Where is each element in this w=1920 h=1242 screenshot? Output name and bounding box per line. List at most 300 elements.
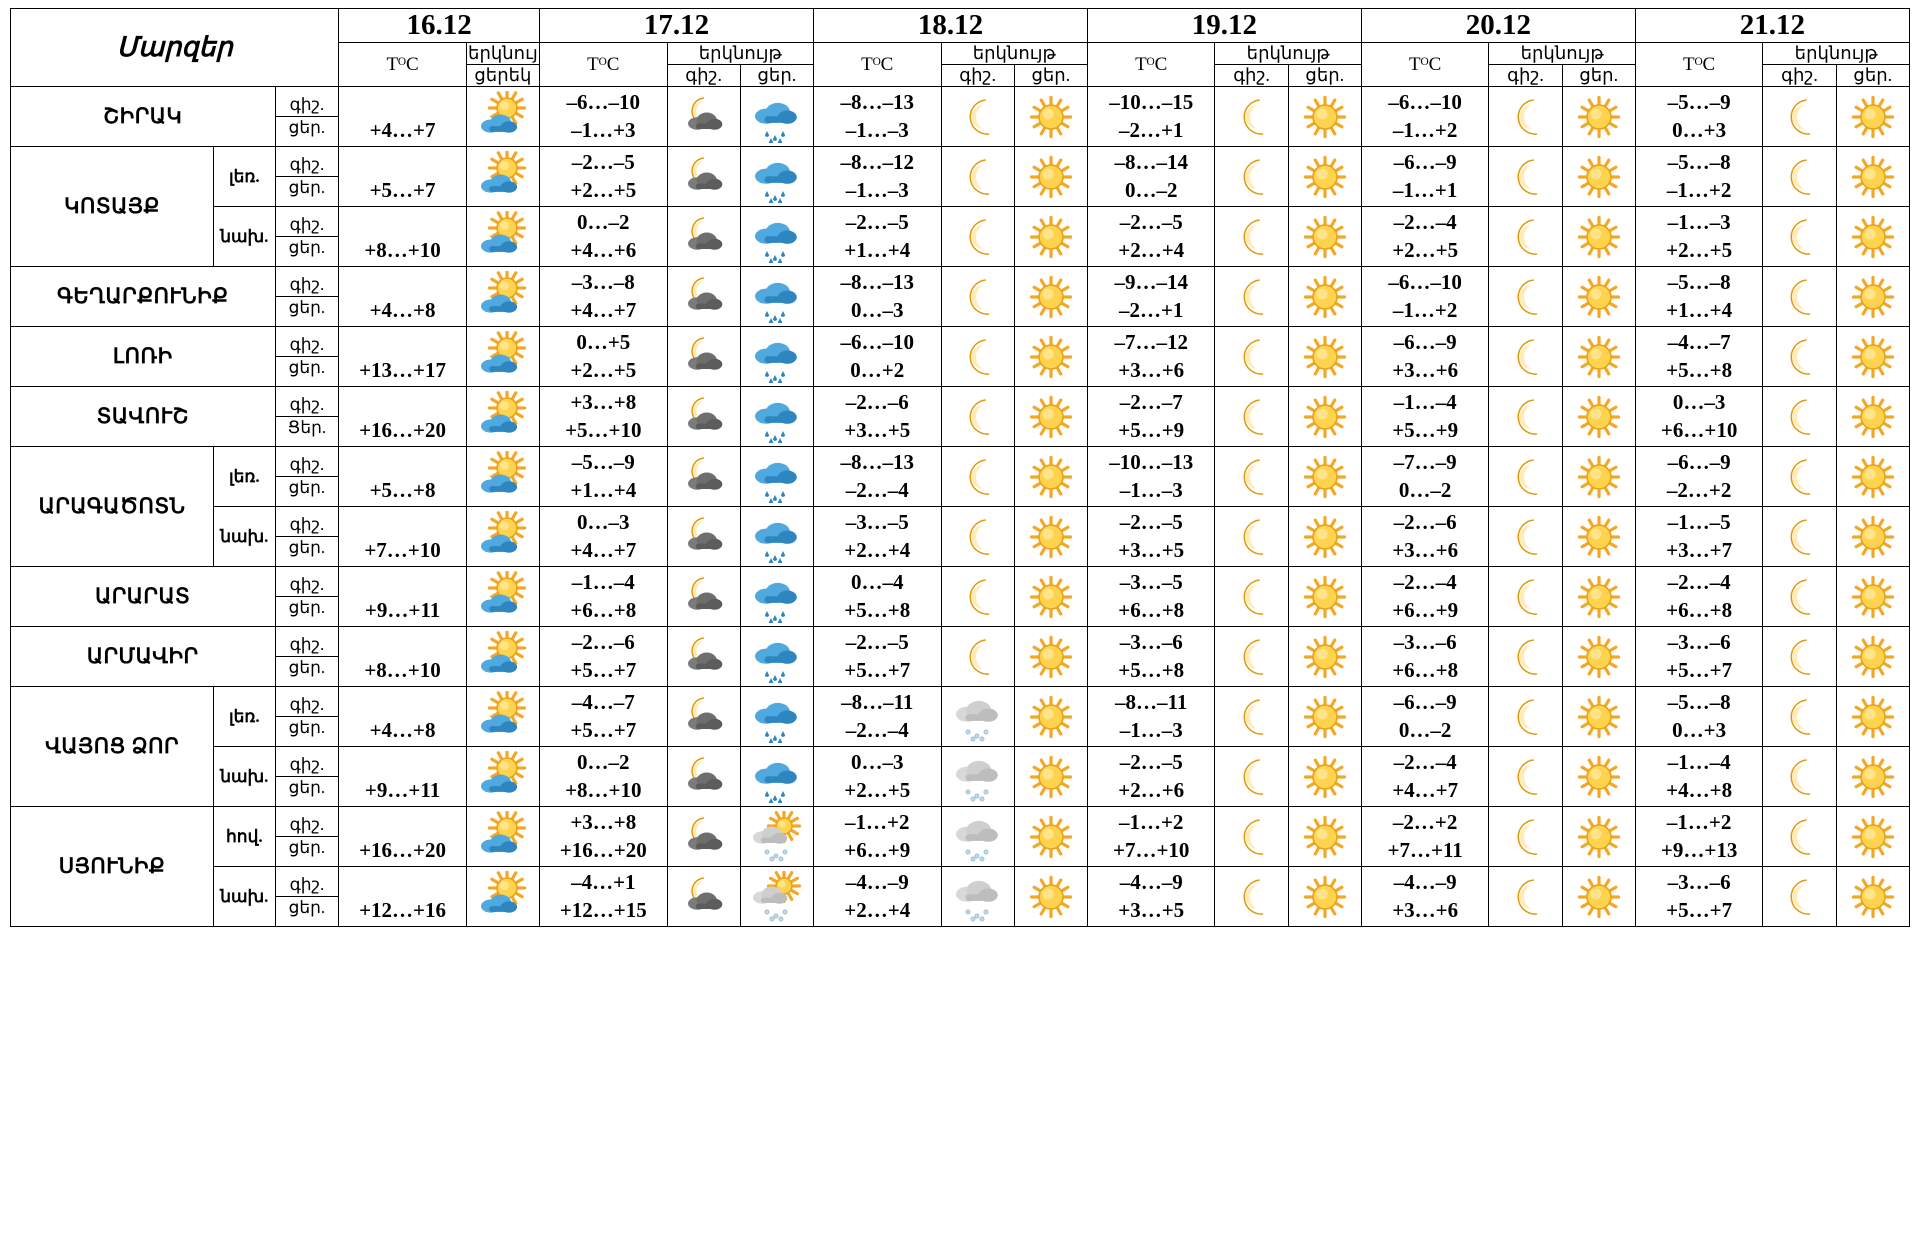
- day-temp: +4…+8: [369, 717, 436, 742]
- day-temp: +3…+5: [1118, 897, 1185, 922]
- day-temp: +7…+10: [364, 537, 441, 562]
- temperature-cell: [540, 507, 668, 567]
- region-subzone-cell: նախ.: [214, 507, 275, 567]
- night-day-label-cell: [275, 87, 339, 147]
- day-temp: –2…–4: [845, 717, 909, 742]
- moon-icon: [1489, 507, 1562, 567]
- header-temp-1: TᴼC: [540, 43, 668, 87]
- sun-icon: [1562, 507, 1635, 567]
- header-night-4: գիշ.: [1489, 65, 1562, 87]
- sun-icon: [1562, 447, 1635, 507]
- sun-icon: [1562, 627, 1635, 687]
- day-label: ցեր.: [288, 118, 326, 137]
- day-temp: 0…–3: [851, 297, 904, 322]
- night-temp: [339, 389, 466, 417]
- day-temp: +12…+15: [559, 897, 647, 922]
- sun-icon: [1562, 267, 1635, 327]
- moon-icon: [1215, 447, 1288, 507]
- sun-icon: [1836, 447, 1909, 507]
- moon-cloud-icon: [667, 207, 740, 267]
- temperature-cell: [540, 147, 668, 207]
- sun-cloud-icon: [466, 627, 539, 687]
- moon-icon: [1215, 807, 1288, 867]
- moon-cloud-icon: [667, 807, 740, 867]
- night-temp: –6…–9: [1393, 689, 1457, 714]
- day-temp: 0…–2: [1398, 477, 1452, 502]
- temperature-cell: [1361, 327, 1489, 387]
- header-sky-5: երկնույթ: [1763, 43, 1910, 65]
- night-temp: –8…–13: [840, 269, 914, 294]
- night-temp: 0…–4: [851, 569, 904, 594]
- region-name-cell: ՍՅՈՒՆԻՔ: [11, 807, 214, 927]
- night-temp: –6…–9: [1393, 149, 1457, 174]
- night-day-label-cell: [275, 267, 339, 327]
- sun-icon: [1836, 747, 1909, 807]
- night-label: գիշ.: [276, 94, 339, 117]
- header-night-1: գիշ.: [667, 65, 740, 87]
- temperature-cell: [813, 507, 941, 567]
- night-temp: –4…–9: [845, 869, 909, 894]
- moon-icon: [941, 207, 1014, 267]
- temperature-cell: [540, 807, 668, 867]
- moon-icon: [1215, 207, 1288, 267]
- day-temp: +16…+20: [359, 417, 447, 442]
- night-temp: –4…+1: [571, 869, 636, 894]
- sun-icon: [1562, 747, 1635, 807]
- day-temp: +4…+6: [570, 237, 637, 262]
- table-row: [11, 147, 1910, 207]
- night-temp: –2…–6: [571, 629, 635, 654]
- night-temp: –8…–11: [841, 689, 914, 714]
- day-temp: 0…+3: [1672, 717, 1727, 742]
- region-subzone-cell: նախ.: [214, 867, 275, 927]
- day-label: ցեր.: [288, 358, 326, 377]
- moon-icon: [1215, 387, 1288, 447]
- night-temp: –5…–9: [571, 449, 635, 474]
- moon-cloud-icon: [667, 687, 740, 747]
- moon-icon: [1763, 87, 1836, 147]
- temperature-cell: [813, 747, 941, 807]
- temperature-cell: [1361, 87, 1489, 147]
- night-label: գիշ.: [276, 334, 339, 357]
- temperature-cell: [813, 867, 941, 927]
- temperature-cell: [1635, 687, 1763, 747]
- temperature-cell: [1361, 807, 1489, 867]
- table-row: [11, 87, 1910, 147]
- day-temp: +5…+8: [369, 477, 436, 502]
- moon-icon: [1763, 687, 1836, 747]
- day-temp: –2…+2: [1666, 477, 1732, 502]
- rain-cloud-icon: [740, 207, 813, 267]
- sun-icon: [1288, 87, 1361, 147]
- moon-icon: [1215, 507, 1288, 567]
- day-temp: +2…+4: [1118, 237, 1185, 262]
- header-date-4: 20.12: [1361, 9, 1635, 43]
- temperature-cell: [339, 147, 467, 207]
- temperature-cell: [1361, 507, 1489, 567]
- temperature-cell: [1635, 147, 1763, 207]
- temperature-cell: [1635, 567, 1763, 627]
- night-temp: [339, 869, 466, 897]
- day-label: ցեր.: [288, 238, 326, 257]
- night-temp: –3…–8: [571, 269, 635, 294]
- moon-icon: [1215, 867, 1288, 927]
- sun-icon: [1014, 687, 1087, 747]
- night-label: գիշ.: [276, 634, 339, 657]
- temperature-cell: [1635, 747, 1763, 807]
- temperature-cell: [339, 687, 467, 747]
- moon-icon: [1215, 147, 1288, 207]
- night-temp: –2…–5: [1119, 509, 1183, 534]
- day-temp: +5…+8: [1118, 657, 1185, 682]
- temperature-cell: [540, 747, 668, 807]
- night-label: գիշ.: [276, 214, 339, 237]
- region-subzone-cell: լեռ.: [214, 147, 275, 207]
- day-temp: +7…+11: [1387, 837, 1463, 862]
- table-row: [11, 447, 1910, 507]
- sun-icon: [1014, 387, 1087, 447]
- sun-icon: [1014, 867, 1087, 927]
- table-row: [11, 567, 1910, 627]
- day-temp: +3…+6: [1392, 537, 1459, 562]
- day-temp: +5…+7: [570, 717, 637, 742]
- night-label: գիշ.: [276, 454, 339, 477]
- header-sky-3: երկնույթ: [1215, 43, 1361, 65]
- night-temp: –2…–7: [1119, 389, 1183, 414]
- sun-icon: [1836, 627, 1909, 687]
- moon-icon: [1489, 447, 1562, 507]
- temperature-cell: [1087, 807, 1215, 867]
- temperature-cell: [813, 87, 941, 147]
- night-temp: –2…–4: [1393, 209, 1457, 234]
- moon-icon: [1763, 747, 1836, 807]
- snow-cloud-icon: [941, 807, 1014, 867]
- sun-icon: [1014, 627, 1087, 687]
- night-temp: –3…–6: [1667, 869, 1731, 894]
- night-day-label-cell: [275, 807, 339, 867]
- header-night-3: գիշ.: [1215, 65, 1288, 87]
- moon-cloud-icon: [667, 327, 740, 387]
- day-temp: +3…+5: [1118, 537, 1185, 562]
- day-label: ցեր.: [288, 658, 326, 677]
- sun-cloud-icon: [466, 747, 539, 807]
- night-label: գիշ.: [276, 574, 339, 597]
- day-temp: +4…+8: [369, 297, 436, 322]
- day-temp: +2…+5: [844, 777, 911, 802]
- rain-cloud-icon: [740, 747, 813, 807]
- sun-icon: [1836, 807, 1909, 867]
- day-label: Ցեր.: [287, 418, 327, 437]
- night-temp: –6…–9: [1667, 449, 1731, 474]
- moon-icon: [1763, 867, 1836, 927]
- moon-icon: [1489, 627, 1562, 687]
- temperature-cell: [540, 687, 668, 747]
- night-temp: –5…–9: [1667, 89, 1731, 114]
- night-label: գիշ.: [276, 814, 339, 837]
- moon-cloud-icon: [667, 267, 740, 327]
- sun-icon: [1014, 267, 1087, 327]
- sun-icon: [1014, 567, 1087, 627]
- day-temp: +3…+6: [1118, 357, 1185, 382]
- night-temp: –1…–4: [571, 569, 635, 594]
- moon-cloud-icon: [667, 447, 740, 507]
- moon-icon: [1763, 387, 1836, 447]
- temperature-cell: [1635, 627, 1763, 687]
- night-temp: –3…–5: [845, 509, 909, 534]
- temperature-cell: [540, 207, 668, 267]
- day-temp: –1…–3: [1119, 717, 1183, 742]
- night-temp: –7…–9: [1393, 449, 1457, 474]
- header-temp-0: TᴼC: [339, 43, 467, 87]
- header-day-1: ցեր.: [740, 65, 813, 87]
- region-subzone-cell: լեռ.: [214, 687, 275, 747]
- night-temp: –4…–9: [1119, 869, 1183, 894]
- day-temp: –1…+1: [1392, 177, 1458, 202]
- night-temp: –2…–4: [1393, 569, 1457, 594]
- day-temp: +2…+4: [844, 897, 911, 922]
- temperature-cell: [813, 387, 941, 447]
- night-temp: [339, 269, 466, 297]
- moon-icon: [1763, 627, 1836, 687]
- temperature-cell: [1361, 387, 1489, 447]
- night-temp: –2…–6: [1393, 509, 1457, 534]
- sun-cloud-icon: [466, 147, 539, 207]
- temperature-cell: [1635, 87, 1763, 147]
- moon-cloud-icon: [667, 387, 740, 447]
- moon-icon: [941, 447, 1014, 507]
- night-temp: +3…+8: [570, 389, 637, 414]
- sun-cloud-icon: [466, 267, 539, 327]
- day-temp: +4…+7: [570, 297, 637, 322]
- temperature-cell: [339, 747, 467, 807]
- night-temp: [339, 509, 466, 537]
- moon-icon: [941, 147, 1014, 207]
- day-temp: –1…+3: [571, 117, 636, 142]
- night-temp: [339, 629, 466, 657]
- day-temp: +2…+6: [1118, 777, 1185, 802]
- header-temp-5: TᴼC: [1635, 43, 1763, 87]
- moon-cloud-icon: [667, 87, 740, 147]
- sun-icon: [1014, 147, 1087, 207]
- moon-icon: [1489, 567, 1562, 627]
- night-temp: –2…+2: [1392, 809, 1458, 834]
- temperature-cell: [540, 387, 668, 447]
- moon-cloud-icon: [667, 867, 740, 927]
- moon-icon: [941, 87, 1014, 147]
- day-temp: +4…+8: [1666, 777, 1733, 802]
- temperature-cell: [1635, 207, 1763, 267]
- night-temp: [339, 449, 466, 477]
- night-temp: –2…–4: [1393, 749, 1457, 774]
- table-row: [11, 207, 1910, 267]
- temperature-cell: [1361, 147, 1489, 207]
- temperature-cell: [339, 627, 467, 687]
- moon-icon: [1215, 747, 1288, 807]
- sun-icon: [1562, 87, 1635, 147]
- night-temp: –1…+2: [1118, 809, 1184, 834]
- moon-cloud-icon: [667, 147, 740, 207]
- table-row: [11, 627, 1910, 687]
- rain-cloud-icon: [740, 567, 813, 627]
- day-temp: +2…+4: [844, 537, 911, 562]
- header-day-5: ցեր.: [1836, 65, 1909, 87]
- header-sky-2: երկնույթ: [941, 43, 1087, 65]
- night-temp: [339, 749, 466, 777]
- sun-icon: [1014, 507, 1087, 567]
- table-body: [11, 87, 1910, 927]
- day-temp: +9…+13: [1660, 837, 1738, 862]
- rain-cloud-icon: [740, 687, 813, 747]
- day-temp: +5…+7: [570, 657, 637, 682]
- night-temp: [339, 149, 466, 177]
- sun-icon: [1288, 867, 1361, 927]
- day-temp: +4…+7: [570, 537, 637, 562]
- moon-icon: [1489, 327, 1562, 387]
- table-row: [11, 507, 1910, 567]
- day-temp: +8…+10: [565, 777, 642, 802]
- table-row: [11, 267, 1910, 327]
- sun-icon: [1288, 387, 1361, 447]
- night-temp: 0…+5: [576, 329, 631, 354]
- region-name-cell: ՎԱՅՈՑ ՁՈՐ: [11, 687, 214, 807]
- day-temp: +4…+7: [1392, 777, 1459, 802]
- night-temp: –8…–13: [840, 89, 914, 114]
- day-temp: +3…+6: [1392, 897, 1459, 922]
- night-temp: 0…–2: [577, 209, 630, 234]
- header-sky-0: երկնույ: [468, 43, 538, 63]
- table-row: [11, 747, 1910, 807]
- day-temp: +2…+5: [570, 177, 637, 202]
- day-temp: +3…+7: [1666, 537, 1733, 562]
- temperature-cell: [1087, 567, 1215, 627]
- temperature-cell: [813, 207, 941, 267]
- night-temp: –2…–6: [845, 389, 909, 414]
- sun-cloud-icon: [466, 567, 539, 627]
- day-temp: 0…+3: [1672, 117, 1727, 142]
- moon-icon: [1763, 447, 1836, 507]
- night-label: գիշ.: [276, 874, 339, 897]
- sun-icon: [1014, 87, 1087, 147]
- moon-icon: [1489, 87, 1562, 147]
- night-day-label-cell: [275, 567, 339, 627]
- day-label: ցեր.: [288, 718, 326, 737]
- day-temp: –1…+2: [1666, 177, 1732, 202]
- temperature-cell: [1087, 627, 1215, 687]
- moon-icon: [1215, 87, 1288, 147]
- day-temp: +6…+9: [844, 837, 911, 862]
- temperature-cell: [1635, 867, 1763, 927]
- sun-icon: [1288, 627, 1361, 687]
- header-date-0: 16.12: [339, 9, 540, 43]
- night-temp: –6…–10: [566, 89, 641, 114]
- night-temp: –6…–10: [1388, 269, 1462, 294]
- night-temp: 0…–3: [577, 509, 630, 534]
- day-temp: –1…+2: [1392, 297, 1458, 322]
- night-temp: –3…–5: [1119, 569, 1183, 594]
- moon-icon: [1489, 147, 1562, 207]
- temperature-cell: [1087, 327, 1215, 387]
- night-temp: –1…–3: [1667, 209, 1731, 234]
- rain-cloud-icon: [740, 507, 813, 567]
- day-temp: +2…+5: [1666, 237, 1733, 262]
- night-temp: [339, 329, 466, 357]
- moon-icon: [941, 387, 1014, 447]
- night-temp: 0…–3: [1672, 389, 1726, 414]
- day-temp: +5…+8: [844, 597, 911, 622]
- moon-icon: [1215, 567, 1288, 627]
- rain-cloud-icon: [740, 267, 813, 327]
- region-name-cell: ՏԱՎՈՒՇ: [11, 387, 276, 447]
- moon-icon: [1489, 867, 1562, 927]
- night-temp: –5…–8: [1667, 689, 1731, 714]
- sun-icon: [1288, 267, 1361, 327]
- temperature-cell: [813, 807, 941, 867]
- moon-icon: [941, 567, 1014, 627]
- moon-icon: [1763, 327, 1836, 387]
- night-label: գիշ.: [276, 514, 339, 537]
- temperature-cell: [813, 687, 941, 747]
- sun-cloud-icon: [466, 387, 539, 447]
- night-temp: –7…–12: [1114, 329, 1188, 354]
- day-temp: –1…+2: [1392, 117, 1458, 142]
- day-temp: +5…+7: [369, 177, 436, 202]
- temperature-cell: [813, 267, 941, 327]
- day-temp: +3…+6: [1392, 357, 1459, 382]
- sun-icon: [1288, 567, 1361, 627]
- region-subzone-cell: նախ.: [214, 207, 275, 267]
- temperature-cell: [540, 567, 668, 627]
- day-temp: +7…+10: [1112, 837, 1190, 862]
- night-day-label-cell: [275, 387, 339, 447]
- moon-icon: [1763, 267, 1836, 327]
- night-day-label-cell: [275, 627, 339, 687]
- day-temp: +6…+10: [1660, 417, 1738, 442]
- day-temp: +3…+5: [844, 417, 911, 442]
- sun-cloud-icon: [466, 447, 539, 507]
- rain-cloud-icon: [740, 87, 813, 147]
- day-temp: +5…+8: [1666, 357, 1733, 382]
- temperature-cell: [813, 447, 941, 507]
- moon-icon: [1215, 687, 1288, 747]
- day-temp: –1…–3: [845, 117, 909, 142]
- table-row: [11, 807, 1910, 867]
- day-temp: +6…+8: [1118, 597, 1185, 622]
- temperature-cell: [1361, 687, 1489, 747]
- temperature-cell: [1087, 747, 1215, 807]
- day-temp: 0…–2: [1398, 717, 1452, 742]
- day-temp: +4…+7: [369, 117, 436, 142]
- sun-icon: [1288, 327, 1361, 387]
- moon-icon: [1215, 627, 1288, 687]
- night-temp: –9…–14: [1114, 269, 1188, 294]
- temperature-cell: [1361, 447, 1489, 507]
- night-day-label-cell: [275, 507, 339, 567]
- night-temp: –1…+2: [1666, 809, 1732, 834]
- temperature-cell: [339, 87, 467, 147]
- sun-cloud-icon: [466, 87, 539, 147]
- table-header: [11, 9, 1910, 87]
- header-day-2: ցեր.: [1014, 65, 1087, 87]
- night-label: գիշ.: [276, 694, 339, 717]
- sun-icon: [1014, 747, 1087, 807]
- moon-icon: [1489, 687, 1562, 747]
- sun-icon: [1836, 327, 1909, 387]
- region-name-cell: ԳԵՂԱՐՔՈՒՆԻՔ: [11, 267, 276, 327]
- sun-cloud-icon: [466, 687, 539, 747]
- region-name-cell: ՇԻՐԱԿ: [11, 87, 276, 147]
- night-temp: –2…–5: [571, 149, 635, 174]
- night-label: գիշ.: [276, 754, 339, 777]
